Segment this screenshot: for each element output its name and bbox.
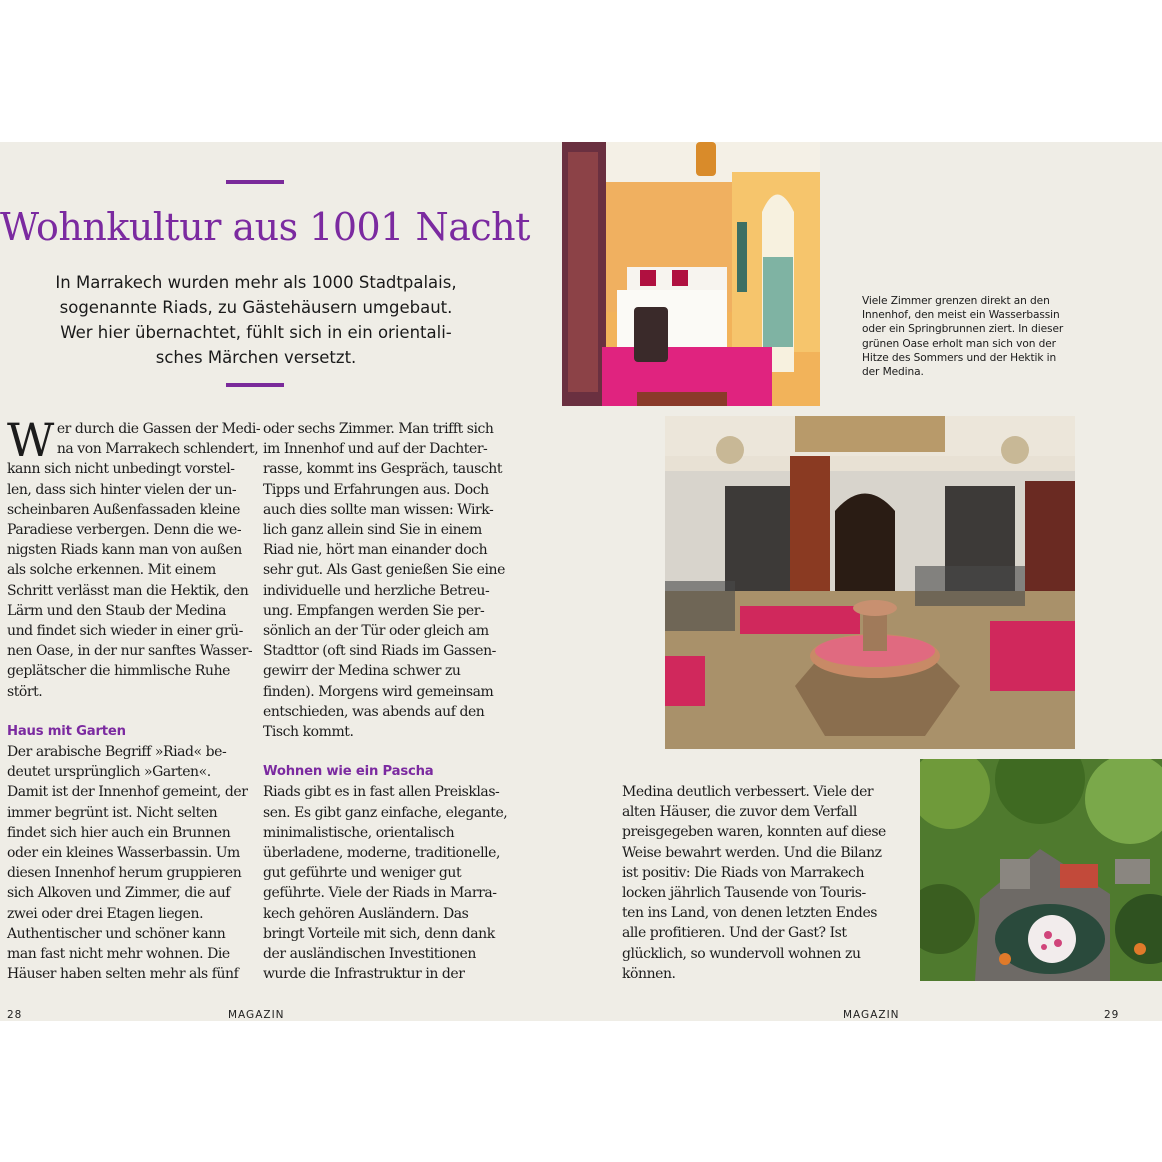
article-lead [24,270,488,370]
text-column-3 [622,782,892,984]
body-line: entschieden, was abends auf den [263,703,485,720]
body-line: glücklich, so wundervoll wohnen zu [622,945,861,962]
body-line: finden). Morgens wird gemeinsam [263,683,494,700]
body-line: Häuser haben selten mehr als fünf [7,966,239,983]
subheading-haus-mit-garten: Haus mit Garten [7,723,126,739]
photo-riad-bedroom [562,142,820,406]
body-line: diesen Innenhof herum gruppieren [7,865,242,882]
caption-line: Viele Zimmer grenzen direkt an den [862,295,1050,307]
title-rule-top [226,180,284,184]
lead-line: Wer hier übernachtet, fühlt sich in ein orientali- [60,323,452,342]
body-line: Paradiese verbergen. Denn die we- [7,522,242,539]
body-line: ten ins Land, von denen letzten Endes [622,905,878,922]
body-line: Riad nie, hört man einander doch [263,542,488,559]
body-line: immer begrünt ist. Nicht selten [7,804,218,821]
body-line: ist positiv: Die Riads von Marrakech [622,864,865,881]
body-line: gewirr der Medina schwer zu [263,663,461,680]
body-line: Damit ist der Innenhof gemeint, der [7,784,248,801]
body-line: Lärm und den Staub der Medina [7,602,226,619]
section-label-left: MAGAZIN [228,1009,285,1021]
body-line: len, dass sich hinter vielen der un- [7,481,237,498]
body-line: im Innenhof und auf der Dachter- [263,441,488,458]
body-line: Authentischer und schöner kann [7,925,226,942]
body-line: Stadttor (oft sind Riads im Gassen- [263,643,496,660]
body-line: stört. [7,683,43,700]
drop-cap: W [7,413,54,467]
body-line: Der arabische Begriff »Riad« be- [7,744,227,761]
body-line: locken jährlich Tausende von Touris- [622,885,866,902]
photo-riad-garden [920,759,1162,981]
caption-line: Hitze des Sommers und der Hektik in [862,351,1057,364]
subheading-wohnen-wie-ein-pascha: Wohnen wie ein Pascha [263,764,434,780]
body-line: alten Häuser, die zuvor dem Verfall [622,804,857,821]
caption-line: der Medina. [862,366,924,379]
caption-line: grünen Oase erholt man sich von der [862,337,1056,350]
body-line: der ausländischen Investitionen [263,946,476,963]
title-rule-bottom [226,383,284,387]
body-line: lich ganz allein sind Sie in einem [263,522,482,539]
body-line: oder sechs Zimmer. Man trifft sich [263,421,494,437]
body-line: sich Alkoven und Zimmer, die auf [7,885,230,902]
lead-line: sogenannte Riads, zu Gästehäusern umgebaut. [59,298,453,317]
body-line: zwei oder drei Etagen liegen. [7,905,204,922]
body-line: nen Oase, in der nur sanftes Wasser- [7,643,253,660]
body-line: deutet ursprünglich »Garten«. [7,764,211,781]
body-line: rasse, kommt ins Gespräch, tauscht [263,461,503,478]
body-line: er durch die Gassen der Medi- [56,421,261,437]
page-number-right: 29 [1104,1009,1120,1021]
article-title: Wohnkultur aus 1001 Nacht [0,205,530,249]
text-column-2 [263,419,508,984]
body-line: man fast nicht mehr wohnen. Die [7,946,230,963]
body-line: scheinbaren Außenfassaden kleine [7,501,240,518]
section-label-right: MAGAZIN [843,1009,900,1021]
text-column-1 [7,413,261,984]
body-line: oder ein kleines Wasserbassin. Um [7,845,240,862]
body-line: wurde die Infrastruktur in der [263,966,465,983]
caption-line: Innenhof, den meist ein Wasserbassin [862,309,1060,322]
body-line: Riads gibt es in fast allen Preisklas- [263,784,500,801]
magazine-spread [0,142,1162,1021]
body-line: gut geführte und weniger gut [263,865,462,882]
body-line: sehr gut. Als Gast genießen Sie eine [263,562,505,579]
body-line: alle profitieren. Und der Gast? Ist [622,925,847,942]
body-line: Tipps und Erfahrungen aus. Doch [263,481,489,498]
body-line: minimalistische, orientalisch [263,824,455,841]
body-line: überladene, moderne, traditionelle, [263,845,500,862]
body-line: als solche erkennen. Mit einem [7,562,216,579]
photo-riad-courtyard [665,416,1075,749]
body-line: sönlich an der Tür oder gleich am [263,623,489,640]
body-line: geplätscher die himmlische Ruhe [7,663,230,680]
body-line: können. [622,965,676,982]
body-line: kann sich nicht unbedingt vorstel- [7,461,235,478]
body-line: bringt Vorteile mit sich, denn dank [263,925,495,942]
body-line: na von Marrakech schlendert, [56,441,259,458]
caption-line: oder ein Springbrunnen ziert. In dieser [862,323,1064,336]
body-line: Schritt verlässt man die Hektik, den [7,582,249,599]
body-line: nigsten Riads kann man von außen [7,542,242,559]
body-line: und findet sich wieder in einer grü- [7,623,243,640]
body-line: Weise bewahrt werden. Und die Bilanz [622,844,882,861]
body-line: Medina deutlich verbessert. Viele der [622,784,874,800]
lead-line: In Marrakech wurden mehr als 1000 Stadtpalais, [55,273,457,292]
body-line: auch dies sollte man wissen: Wirk- [263,501,494,518]
body-line: findet sich hier auch ein Brunnen [7,824,231,841]
body-line: geführte. Viele der Riads in Marra- [263,885,497,902]
page-number-left: 28 [7,1009,23,1021]
body-line: kech gehören Ausländern. Das [263,905,469,922]
photo-caption [862,294,1082,379]
body-line: ung. Empfangen werden Sie per- [263,602,485,619]
lead-line: sches Märchen versetzt. [155,348,357,367]
body-line: sen. Es gibt ganz einfache, elegante, [263,804,508,821]
body-line: individuelle und herzliche Betreu- [263,582,490,599]
body-line: Tisch kommt. [263,724,354,741]
body-line: preisgegeben waren, konnten auf diese [622,824,886,841]
